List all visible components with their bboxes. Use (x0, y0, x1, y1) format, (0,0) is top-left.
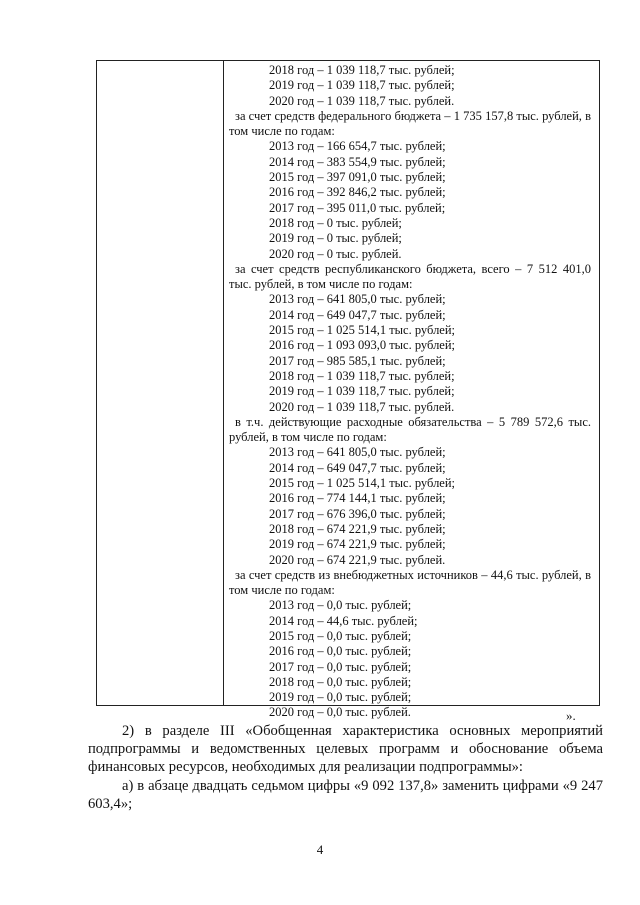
year-line: 2013 год – 641 805,0 тыс. рублей; (269, 445, 446, 460)
year-line: 2020 год – 1 039 118,7 тыс. рублей. (269, 93, 455, 108)
year-line: 2014 год – 44,6 тыс. рублей; (269, 613, 418, 628)
obligations-heading: в т.ч. действующие расходные обязательства – 5 789 572,6 тыс. рублей, в том числе по годам: (229, 414, 591, 445)
year-line: 2018 год – 1 039 118,7 тыс. рублей; (269, 368, 455, 383)
continued-years-list (229, 63, 591, 109)
year-line: 2017 год – 985 585,1 тыс. рублей; (269, 353, 446, 368)
year-line: 2019 год – 0 тыс. рублей; (269, 231, 402, 246)
year-line: 2017 год – 676 396,0 тыс. рублей; (269, 506, 446, 521)
paragraph-item-2: 2) в разделе III «Обобщенная характеристика основных мероприятий подпрограммы и ведомственных целевых программ и обоснование объема финансовых ресурсов, необходимых для реализации подпрограммы»: (88, 723, 603, 776)
year-line: 2018 год – 1 039 118,7 тыс. рублей; (269, 63, 455, 77)
year-line: 2015 год – 0,0 тыс. рублей; (269, 628, 412, 643)
year-line: 2020 год – 0 тыс. рублей. (269, 246, 402, 261)
year-line: 2017 год – 0,0 тыс. рублей; (269, 659, 412, 674)
amendment-text (88, 722, 603, 813)
year-line: 2015 год – 1 025 514,1 тыс. рублей; (269, 323, 456, 338)
offbudget-years-list (229, 598, 591, 720)
year-line: 2019 год – 1 039 118,7 тыс. рублей; (269, 384, 455, 399)
year-line: 2020 год – 0,0 тыс. рублей. (269, 705, 411, 720)
year-line: 2020 год – 674 221,9 тыс. рублей. (269, 552, 446, 567)
obligations-years-list (229, 445, 591, 567)
year-line: 2016 год – 392 846,2 тыс. рублей; (269, 185, 446, 200)
federal-budget-heading: за счет средств федерального бюджета – 1 735 157,8 тыс. рублей, в том числе по годам: (229, 108, 591, 139)
year-line: 2018 год – 0,0 тыс. рублей; (269, 674, 412, 689)
offbudget-heading: за счет средств из внебюджетных источников – 44,6 тыс. рублей, в том числе по годам: (229, 567, 591, 598)
year-line: 2013 год – 166 654,7 тыс. рублей; (269, 139, 446, 154)
paragraph-item-a: а) в абзаце двадцать седьмом цифры «9 092 137,8» заменить цифрами «9 247 603,4»; (88, 777, 603, 812)
year-line: 2019 год – 1 039 118,7 тыс. рублей; (269, 78, 455, 93)
year-line: 2013 год – 0,0 тыс. рублей; (269, 598, 412, 613)
year-line: 2014 год – 383 554,9 тыс. рублей; (269, 154, 446, 169)
year-line: 2016 год – 774 144,1 тыс. рублей; (269, 491, 446, 506)
year-line: 2019 год – 674 221,9 тыс. рублей; (269, 537, 446, 552)
closing-quote-mark: ». (566, 708, 576, 723)
year-line: 2016 год – 1 093 093,0 тыс. рублей; (269, 338, 456, 353)
funding-cell (229, 63, 591, 721)
year-line: 2015 год – 397 091,0 тыс. рублей; (269, 170, 446, 185)
year-line: 2020 год – 1 039 118,7 тыс. рублей. (269, 399, 455, 414)
year-line: 2017 год – 395 011,0 тыс. рублей; (269, 200, 446, 215)
year-line: 2018 год – 0 тыс. рублей; (269, 215, 402, 230)
year-line: 2018 год – 674 221,9 тыс. рублей; (269, 521, 446, 536)
federal-years-list (229, 139, 591, 261)
year-line: 2013 год – 641 805,0 тыс. рублей; (269, 292, 446, 307)
year-line: 2014 год – 649 047,7 тыс. рублей; (269, 307, 446, 322)
year-line: 2019 год – 0,0 тыс. рублей; (269, 690, 412, 705)
year-line: 2016 год – 0,0 тыс. рублей; (269, 644, 412, 659)
year-line: 2014 год – 649 047,7 тыс. рублей; (269, 460, 446, 475)
funding-table (96, 60, 600, 720)
year-line: 2015 год – 1 025 514,1 тыс. рублей; (269, 476, 456, 491)
republic-years-list (229, 292, 591, 414)
republic-budget-heading: за счет средств республиканского бюджета, всего – 7 512 401,0 тыс. рублей, в том числе по годам: (229, 261, 591, 292)
page-number: 4 (316, 842, 324, 857)
column-divider (223, 61, 224, 705)
